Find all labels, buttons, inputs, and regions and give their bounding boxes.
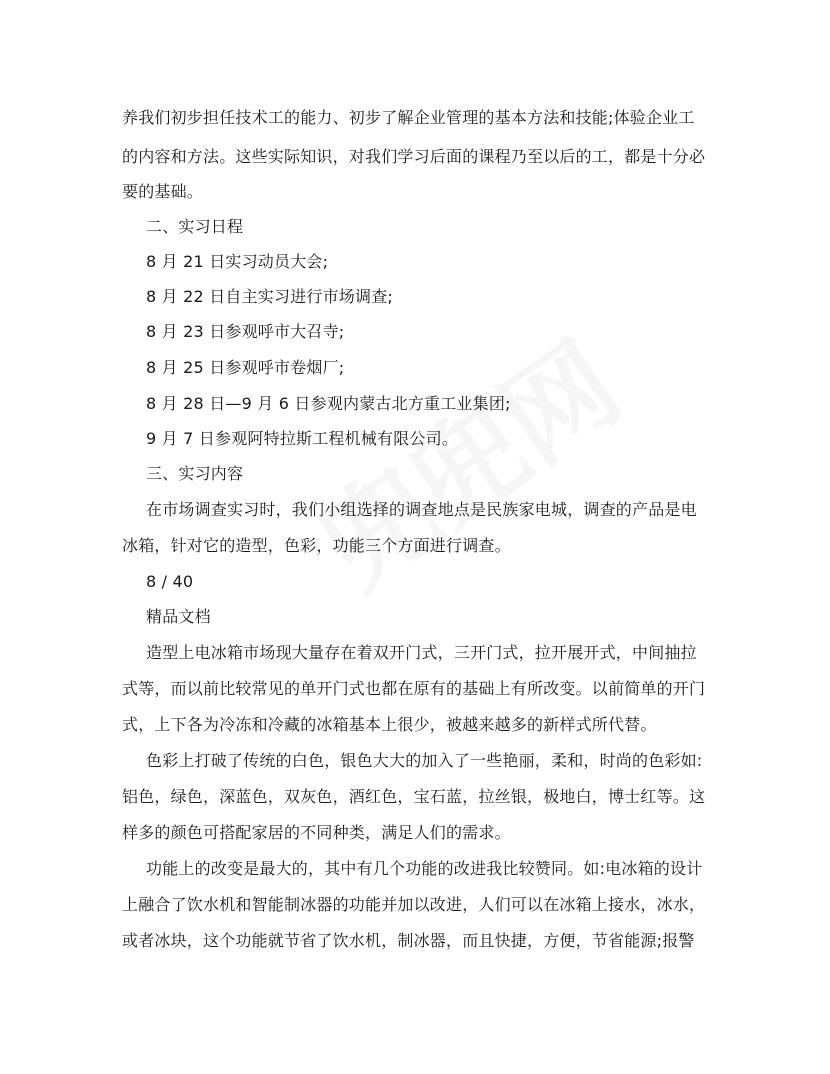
paragraph-line: 式等，而以前比较常见的单开门式也都在原有的基础上有所改变。以前简单的开门 xyxy=(122,679,706,698)
section-heading: 二、实习日程 xyxy=(146,217,244,236)
paragraph-line: 在市场调查实习时，我们小组选择的调查地点是民族家电城，调查的产品是电 xyxy=(146,500,697,519)
paragraph-line: 或者冰块，这个功能就节省了饮水机，制冰器，而且快捷，方便，节省能源;报警 xyxy=(122,931,695,950)
paragraph-line: 式，上下各为冷冻和冷藏的冰箱基本上很少，被越来越多的新样式所代替。 xyxy=(122,715,657,734)
section-heading: 三、实习内容 xyxy=(146,464,244,483)
schedule-item: 8 月 28 日—9 月 6 日参观内蒙古北方重工业集团; xyxy=(146,394,511,413)
paragraph-line: 要的基础。 xyxy=(122,182,204,201)
paragraph-line: 养我们初步担任技术工的能力、初步了解企业管理的基本方法和技能;体验企业工 xyxy=(122,108,695,127)
schedule-item: 8 月 23 日参观呼市大召寺; xyxy=(146,322,345,341)
page-label: 精品文档 xyxy=(146,607,211,626)
watermark xyxy=(285,300,646,619)
paragraph-line: 冰箱，针对它的造型，色彩，功能三个方面进行调查。 xyxy=(122,536,511,555)
paragraph-line: 样多的颜色可搭配家居的不同种类，满足人们的需求。 xyxy=(122,823,511,842)
page-number: 8 / 40 xyxy=(146,572,194,591)
schedule-item: 8 月 22 日自主实习进行市场调查; xyxy=(146,287,393,306)
paragraph-line: 色彩上打破了传统的白色，银色大大的加入了一些艳丽，柔和，时尚的色彩如: xyxy=(146,751,703,770)
schedule-item: 8 月 21 日实习动员大会; xyxy=(146,252,329,271)
schedule-item: 8 月 25 日参观呼市卷烟厂; xyxy=(146,358,345,377)
schedule-item: 9 月 7 日参观阿特拉斯工程机械有限公司。 xyxy=(146,429,459,448)
paragraph-line: 的内容和方法。这些实际知识，对我们学习后面的课程乃至以后的工，都是十分必 xyxy=(122,147,706,166)
paragraph-line: 造型上电冰箱市场现大量存在着双开门式，三开门式，拉开展开式，中间抽拉 xyxy=(146,643,697,662)
paragraph-line: 上融合了饮水机和智能制冰器的功能并加以改进，人们可以在冰箱上接水，冰水， xyxy=(122,895,706,914)
paragraph-line: 功能上的改变是最大的，其中有几个功能的改进我比较赞同。如:电冰箱的设计 xyxy=(146,859,703,878)
paragraph-line: 铝色，绿色，深蓝色，双灰色，酒红色，宝石蓝，拉丝银，极地白，博士红等。这 xyxy=(122,787,706,806)
